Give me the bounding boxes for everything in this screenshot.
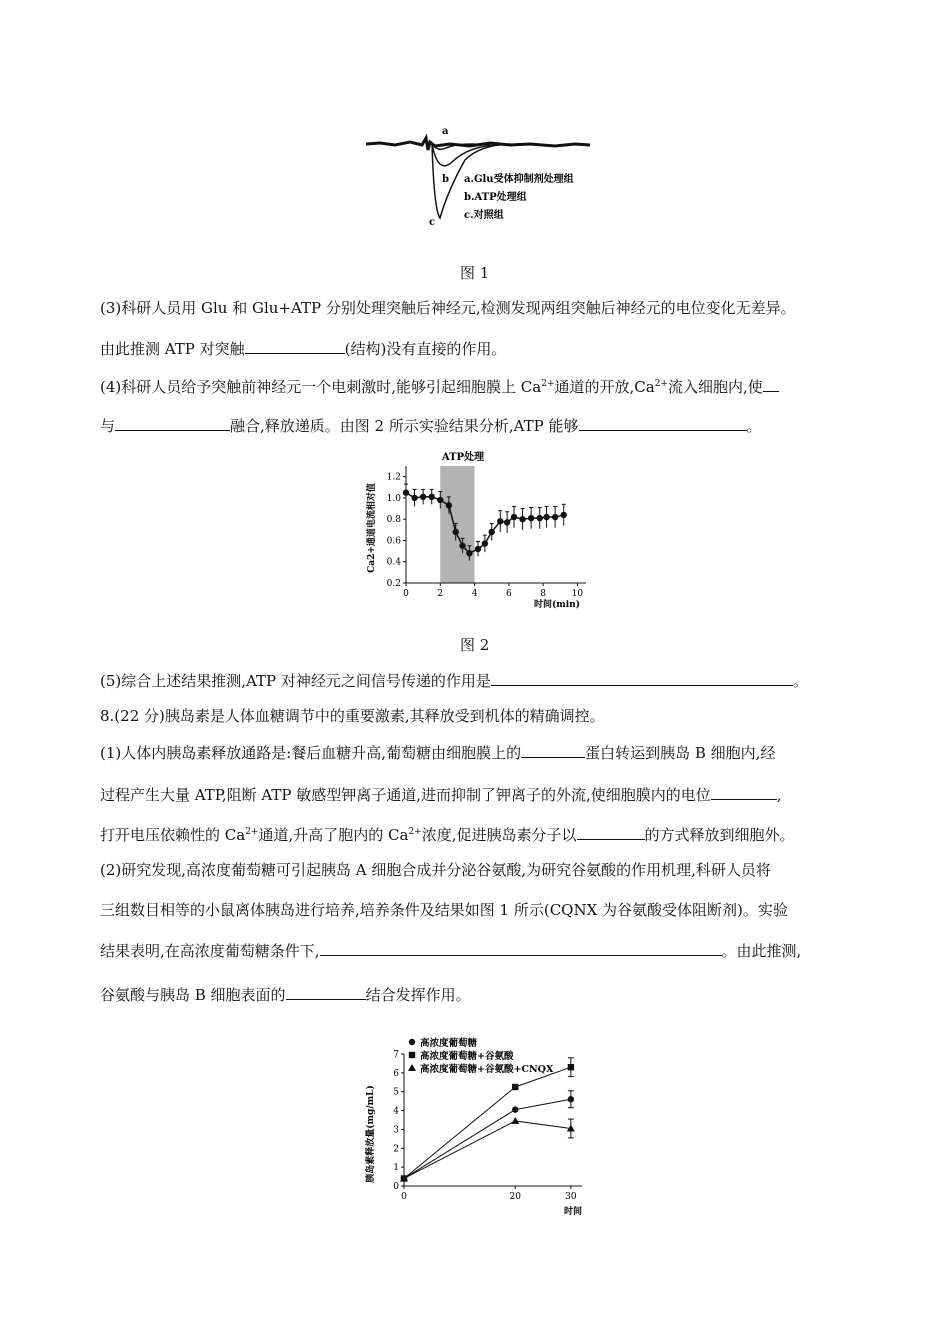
chart3-xlabel: 时间 <box>563 1207 583 1217</box>
legend-c: c.对照组 <box>464 210 504 221</box>
q5-line-1 <box>100 670 808 691</box>
q4-text-d: 与 <box>100 417 116 435</box>
y-tick-label: 0.8 <box>386 515 401 526</box>
x-tick-label: 4 <box>471 589 478 599</box>
q8-title: 8.(22 分)胰岛素是人体血糖调节中的重要激素,其释放受到机体的精确调控。 <box>100 707 605 725</box>
figure-1-caption: 图 1 <box>460 264 490 282</box>
q4-text-c: 流入细胞内,使 <box>667 378 763 396</box>
q8-blank-transport-protein[interactable] <box>521 742 585 758</box>
y-tick-label: 1.2 <box>386 472 401 483</box>
q5-blank[interactable] <box>491 670 793 686</box>
legend-label: 高浓度葡萄糖+谷氨酸 <box>420 1051 514 1062</box>
data-point <box>459 543 465 549</box>
y-tick-label: 5 <box>393 1087 399 1098</box>
data-point <box>475 546 481 552</box>
legend-marker-triangle <box>408 1064 416 1071</box>
q8-p2-text-a: 结果表明,在高浓度葡萄糖条件下, <box>100 942 320 960</box>
x-tick-label: 2 <box>437 589 444 599</box>
q3-line-1: (3)科研人员用 Glu 和 Glu+ATP 分别处理突触后神经元,检测发现两组突触后神经元的电位变化无差异。 <box>100 299 796 317</box>
figure-1-trace <box>360 120 600 235</box>
q5-text-b: 。 <box>792 672 808 690</box>
series-line-circle <box>404 1099 571 1178</box>
q8-p1-text-c: 过程产生大量 ATP,阻断 ATP 敏感型钾离子通道,进而抑制了钾离子的外流,使细胞膜内的电位 <box>100 786 711 804</box>
curve-label-c: c <box>429 217 436 228</box>
q8-p2-line-1: (2)研究发现,高浓度葡萄糖可引起胰岛 A 细胞合成并分泌谷氨酸,为研究谷氨酸的作用机理,科研人员将 <box>100 861 771 879</box>
q8-p1-text-g: 浓度,促进胰岛素分子以 <box>421 826 577 844</box>
q4-text-a: (4)科研人员给予突触前神经元一个电刺激时,能够引起细胞膜上 Ca <box>100 378 542 396</box>
data-point <box>411 495 417 501</box>
q8-blank-result[interactable] <box>320 940 722 956</box>
y-tick-label: 1.0 <box>386 493 401 504</box>
q8-p2-line-4 <box>100 984 471 1005</box>
atp-treatment-region <box>440 466 474 583</box>
data-point <box>429 494 435 500</box>
data-point-triangle <box>511 1117 519 1124</box>
legend-label: 高浓度葡萄糖 <box>420 1038 478 1049</box>
data-point <box>489 529 495 535</box>
q4-sup-1: 2+ <box>541 379 555 389</box>
q8-p1-line-1 <box>100 742 775 763</box>
data-point <box>543 514 549 520</box>
q8-p1-text-b: 蛋白转运到胰岛 B 细胞内,经 <box>585 744 776 762</box>
data-point <box>561 512 567 518</box>
legend-a: a.Glu受体抑制剂处理组 <box>464 174 574 185</box>
q3-blank-structure[interactable] <box>245 338 345 354</box>
q3-text-b: (结构)没有直接的作用。 <box>344 340 507 358</box>
series-line-triangle <box>404 1121 571 1179</box>
figure-2-chart <box>360 448 600 618</box>
data-point <box>453 529 459 535</box>
y-tick-label: 0 <box>393 1182 399 1192</box>
y-tick-label: 6 <box>393 1068 399 1079</box>
y-tick-label: 1 <box>393 1163 399 1174</box>
data-point <box>446 502 452 508</box>
legend-marker-square <box>409 1052 415 1058</box>
curve-label-a: a <box>442 126 449 137</box>
data-point <box>403 489 409 495</box>
x-tick-label: 6 <box>505 589 512 599</box>
data-point <box>519 516 525 522</box>
q3-text-a: 由此推测 ATP 对突触 <box>100 340 245 358</box>
data-point <box>420 494 426 500</box>
insulin-release-chart <box>360 1036 600 1220</box>
y-tick-label: 7 <box>393 1050 399 1060</box>
q4-text-e: 融合,释放递质。由图 2 所示实验结果分析,ATP 能够 <box>230 417 579 435</box>
q4-blank-3[interactable] <box>579 415 747 431</box>
data-point <box>537 515 543 521</box>
q3-line-2 <box>100 338 506 359</box>
data-point-circle <box>512 1106 518 1112</box>
series-line-square <box>404 1067 571 1178</box>
q8-p1-text-a: (1)人体内胰岛素释放通路是:餐后血糖升高,葡萄糖由细胞膜上的 <box>100 744 522 762</box>
q8-blank-potential[interactable] <box>711 784 777 800</box>
q8-p2-text-b: 。由此推测, <box>721 942 802 960</box>
q5-text-a: (5)综合上述结果推测,ATP 对神经元之间信号传递的作用是 <box>100 672 491 690</box>
q8-p2-text-d: 结合发挥作用。 <box>365 986 471 1004</box>
data-point <box>497 518 503 524</box>
x-tick-label: 8 <box>540 589 547 599</box>
q8-p1-text-f: 通道,升高了胞内的 Ca <box>258 826 409 844</box>
q4-text-f: 。 <box>746 417 762 435</box>
data-point <box>511 514 517 520</box>
q8-blank-receptor[interactable] <box>286 984 366 1000</box>
q4-sup-2: 2+ <box>654 379 668 389</box>
q8-sup-2: 2+ <box>408 827 422 837</box>
legend-b: b.ATP处理组 <box>464 192 527 203</box>
curve-label-b: b <box>442 174 449 185</box>
y-tick-label: 0.2 <box>386 579 401 589</box>
data-point <box>437 497 443 503</box>
y-tick-label: 0.6 <box>386 536 401 547</box>
q8-p2-line-2: 三组数目相等的小鼠离体胰岛进行培养,培养条件及结果如图 1 所示(CQNX 为谷氨酸受体阻断剂)。实验 <box>100 901 788 919</box>
q4-blank-2[interactable] <box>115 415 230 431</box>
data-point <box>528 515 534 521</box>
q8-blank-release-mode[interactable] <box>577 824 645 840</box>
x-tick-label: 10 <box>571 589 584 599</box>
y-tick-label: 0.4 <box>386 557 401 568</box>
q8-p2-line-3 <box>100 940 801 961</box>
q8-p1-line-3 <box>100 824 795 845</box>
q4-blank-1[interactable] <box>763 376 779 392</box>
chart2-title: ATP处理 <box>441 452 485 463</box>
q4-line-2 <box>100 415 762 436</box>
x-tick-label: 20 <box>509 1192 521 1202</box>
data-point-square <box>512 1084 518 1090</box>
q8-p1-text-e: 打开电压依赖性的 Ca <box>100 826 246 844</box>
data-point-circle <box>568 1096 574 1102</box>
chart3-ylabel: 胰岛素释放量(mg/mL) <box>366 1085 376 1183</box>
q8-p1-line-2 <box>100 784 782 805</box>
data-point-square <box>568 1064 574 1070</box>
x-tick-label: 0 <box>403 589 409 599</box>
x-tick-label: 0 <box>401 1192 407 1202</box>
data-point <box>466 550 472 556</box>
x-tick-label: 30 <box>565 1192 577 1202</box>
chart2-xlabel: 时间(min) <box>533 600 581 610</box>
chart2-ylabel: Ca2+通道电流相对值 <box>367 483 377 573</box>
data-point <box>552 514 558 520</box>
q8-p2-text-c: 谷氨酸与胰岛 B 细胞表面的 <box>100 986 286 1004</box>
y-tick-label: 2 <box>393 1144 399 1155</box>
figure-2-caption: 图 2 <box>460 636 490 654</box>
legend-label: 高浓度葡萄糖+谷氨酸+CNQX <box>420 1064 554 1075</box>
y-tick-label: 4 <box>393 1106 399 1117</box>
q8-sup-1: 2+ <box>245 827 259 837</box>
data-point <box>482 540 488 546</box>
q4-text-b: 通道的开放,Ca <box>554 378 655 396</box>
q8-p1-text-d: , <box>776 786 782 804</box>
data-point <box>504 519 510 525</box>
legend-marker-circle <box>409 1039 415 1045</box>
y-tick-label: 3 <box>393 1125 399 1136</box>
q8-p1-text-h: 的方式释放到细胞外。 <box>644 826 795 844</box>
q4-line-1 <box>100 376 779 397</box>
